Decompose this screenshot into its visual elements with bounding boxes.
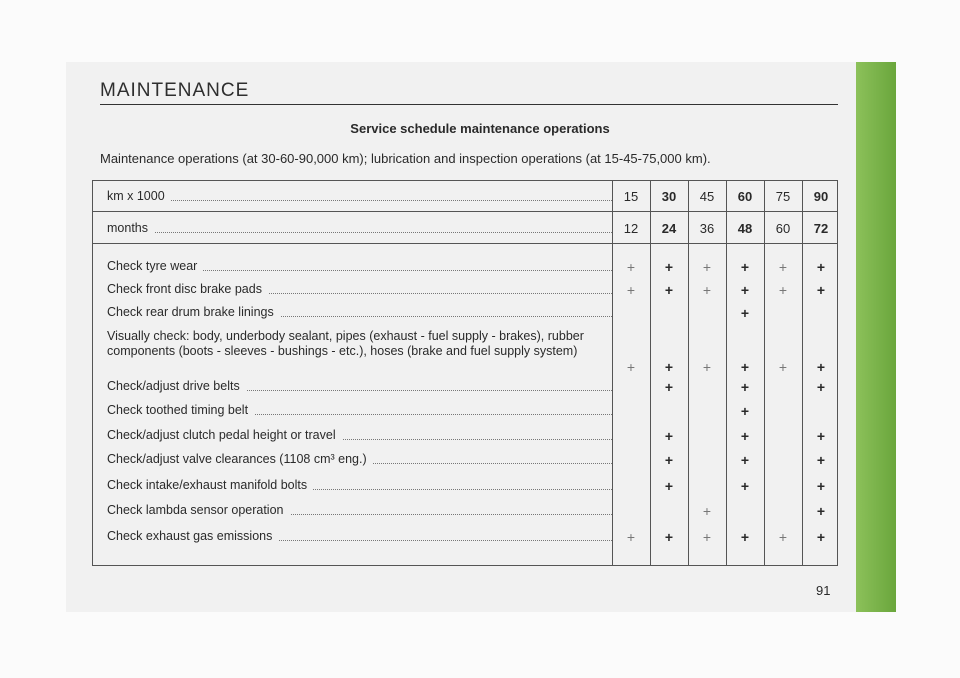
row-label xyxy=(107,259,612,274)
check-mark: + xyxy=(740,359,750,375)
title-rule xyxy=(100,104,838,105)
interval-cell: 24 xyxy=(661,221,677,236)
interval-cell: 90 xyxy=(813,189,829,204)
row-label-text: Check/adjust drive belts xyxy=(107,379,246,393)
check-mark: + xyxy=(626,259,636,275)
check-mark: + xyxy=(778,259,788,275)
check-mark: + xyxy=(702,529,712,545)
row-label xyxy=(107,189,612,204)
page-edge-tab xyxy=(856,62,896,612)
row-label xyxy=(107,529,612,544)
check-mark: + xyxy=(702,359,712,375)
row-label-text: Check/adjust clutch pedal height or travel xyxy=(107,428,342,442)
row-label-text: Check/adjust valve clearances (1108 cm³ eng.) xyxy=(107,452,373,466)
check-mark: + xyxy=(740,305,750,321)
row-label xyxy=(107,221,612,236)
check-mark: + xyxy=(740,282,750,298)
interval-cell: 30 xyxy=(661,189,677,204)
page-number: 91 xyxy=(816,583,831,598)
row-divider xyxy=(93,243,837,244)
row-label xyxy=(107,329,612,359)
row-label xyxy=(107,503,612,518)
row-label-text: Visually check: body, underbody sealant, pipes (exhaust - fuel supply - brakes), rubber components (boots - sleeves - bushings - etc.), hoses (brake and fuel supply system) xyxy=(107,329,584,358)
row-label xyxy=(107,403,612,418)
row-label xyxy=(107,428,612,443)
check-mark: + xyxy=(740,529,750,545)
check-mark: + xyxy=(626,282,636,298)
check-mark: + xyxy=(816,478,826,494)
row-label-text: km x 1000 xyxy=(107,189,171,203)
check-mark: + xyxy=(816,452,826,468)
check-mark: + xyxy=(702,259,712,275)
intro-text: Maintenance operations (at 30-60-90,000 km); lubrication and inspection operations (at 15-45-75,000 km). xyxy=(100,151,711,166)
row-label xyxy=(107,452,612,467)
check-mark: + xyxy=(664,529,674,545)
row-label-text: Check tyre wear xyxy=(107,259,203,273)
check-mark: + xyxy=(664,379,674,395)
row-label-text: Check rear drum brake linings xyxy=(107,305,280,319)
check-mark: + xyxy=(816,359,826,375)
interval-cell: 60 xyxy=(775,221,791,236)
row-label-text: Check exhaust gas emissions xyxy=(107,529,278,543)
check-mark: + xyxy=(816,428,826,444)
row-label xyxy=(107,282,612,297)
check-mark: + xyxy=(664,428,674,444)
check-mark: + xyxy=(816,379,826,395)
maintenance-schedule-table xyxy=(92,180,838,566)
section-title: MAINTENANCE xyxy=(100,80,250,101)
check-mark: + xyxy=(740,379,750,395)
leader-dots xyxy=(107,200,612,201)
row-label xyxy=(107,478,612,493)
check-mark: + xyxy=(740,452,750,468)
check-mark: + xyxy=(740,259,750,275)
leader-dots xyxy=(107,232,612,233)
check-mark: + xyxy=(778,359,788,375)
row-label xyxy=(107,305,612,320)
check-mark: + xyxy=(778,282,788,298)
check-mark: + xyxy=(664,478,674,494)
interval-cell: 15 xyxy=(623,189,639,204)
check-mark: + xyxy=(816,259,826,275)
row-label-text: Check lambda sensor operation xyxy=(107,503,290,517)
row-label xyxy=(107,379,612,394)
check-mark: + xyxy=(816,503,826,519)
check-mark: + xyxy=(626,529,636,545)
interval-cell: 60 xyxy=(737,189,753,204)
check-mark: + xyxy=(626,359,636,375)
interval-cell: 12 xyxy=(623,221,639,236)
check-mark: + xyxy=(664,452,674,468)
check-mark: + xyxy=(740,428,750,444)
check-mark: + xyxy=(664,259,674,275)
interval-cell: 48 xyxy=(737,221,753,236)
row-label-text: Check intake/exhaust manifold bolts xyxy=(107,478,313,492)
check-mark: + xyxy=(664,359,674,375)
check-mark: + xyxy=(778,529,788,545)
interval-cell: 75 xyxy=(775,189,791,204)
schedule-title: Service schedule maintenance operations xyxy=(350,121,610,136)
check-mark: + xyxy=(740,478,750,494)
row-label-text: Check front disc brake pads xyxy=(107,282,268,296)
check-mark: + xyxy=(702,282,712,298)
row-divider xyxy=(93,211,837,212)
interval-cell: 72 xyxy=(813,221,829,236)
check-mark: + xyxy=(664,282,674,298)
row-label-text: months xyxy=(107,221,154,235)
row-label-text: Check toothed timing belt xyxy=(107,403,254,417)
check-mark: + xyxy=(702,503,712,519)
check-mark: + xyxy=(816,529,826,545)
check-mark: + xyxy=(740,403,750,419)
interval-cell: 45 xyxy=(699,189,715,204)
interval-cell: 36 xyxy=(699,221,715,236)
check-mark: + xyxy=(816,282,826,298)
